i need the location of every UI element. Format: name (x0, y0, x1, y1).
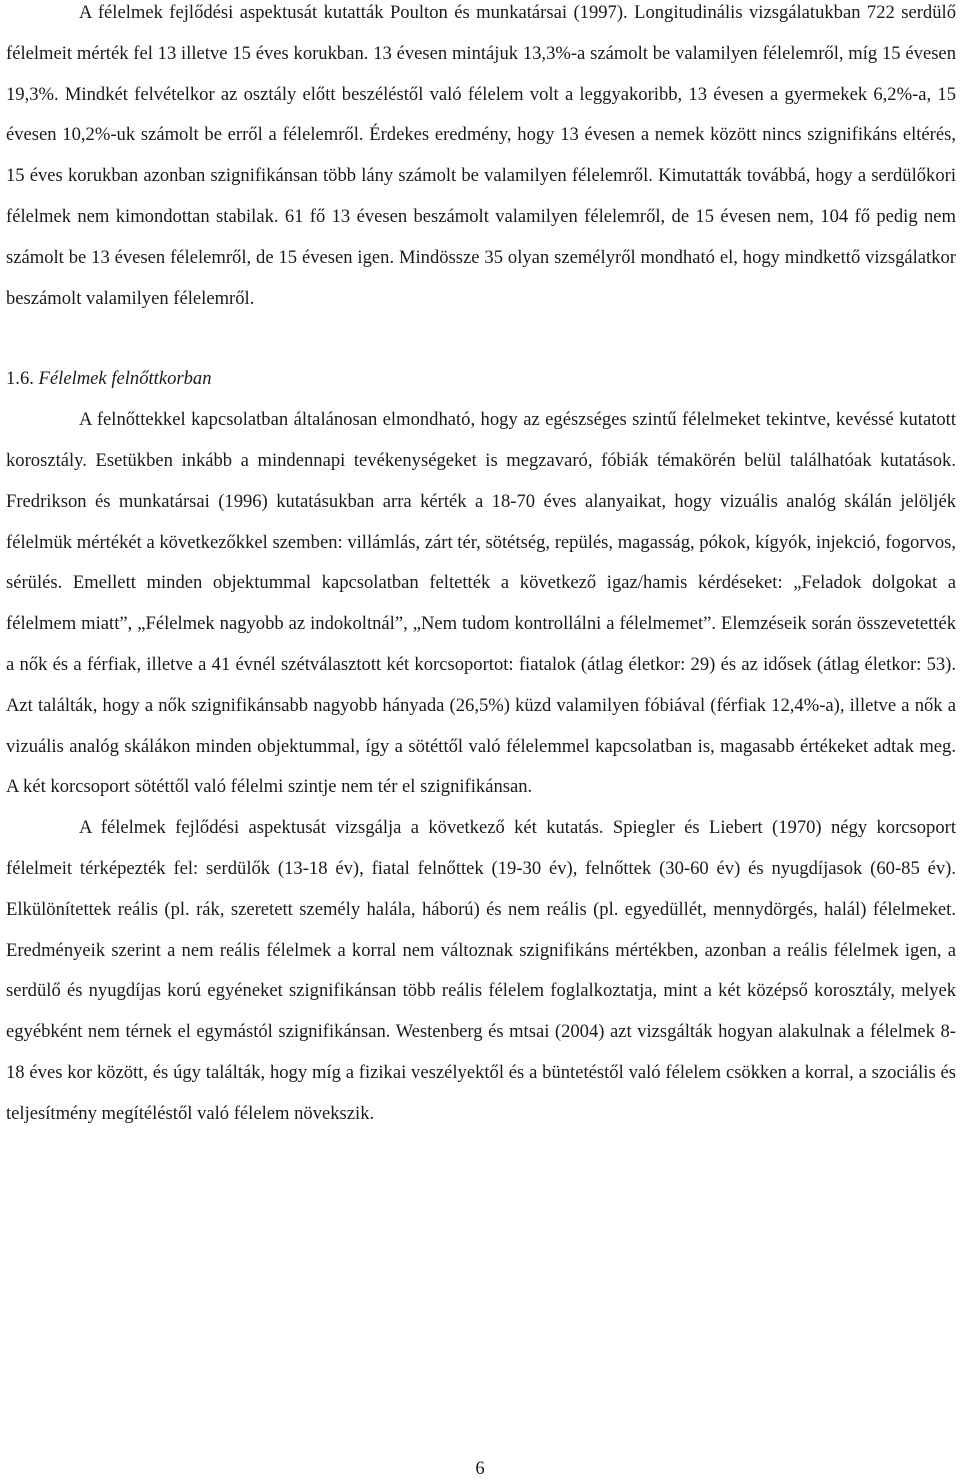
paragraph-developmental-studies: A félelmek fejlődési aspektusát vizsgálja a következő két kutatás. Spiegler és Liebert (1970) négy korcsoport félelmeit térképezték fel: serdülők (13-18 év), fiatal felnőttek (19-30 év), felnőttek (30-60 év) és nyugdíjasok (60-85 év). Elkülönítettek reális (pl. rák, szeretett személy halála, háború) és nem reális (pl. egyedüllét, mennydörgés, halál) félelmeket. Eredményeik szerint a nem reális félelmek a korral nem változnak szignifikáns mértékben, azonban a reális félelmek igen, a serdülő és nyugdíjas korú egyéneket szignifikánsan több reális félelem foglalkoztatja, mint a két középső korosztály, melyek egyébként nem térnek el egymástól szignifikánsan. Westenberg és mtsai (2004) azt vizsgálták hogyan alakulnak a félelmek 8-18 éves kor között, és úgy találták, hogy míg a fizikai veszélyektől és a büntetéstől való félelem csökken a korral, a szociális és teljesítmény megítéléstől való félelem növekszik. (6, 817, 956, 1124)
section-title: Félelmek felnőttkorban (38, 368, 212, 390)
document-page (6, 0, 956, 1135)
paragraph-poulton-study: A félelmek fejlődési aspektusát kutatták Poulton és munkatársai (1997). Longitudinális vizsgálatukban 722 serdülő félelmeit mérték fel 13 illetve 15 éves korukban. 13 évesen mintájuk 13,3%-a számolt be valamilyen félelemről, míg 15 évesen 19,3%. Mindkét felvételkor az osztály előtt beszéléstől való félelem volt a leggyakoribb, 13 évesen a gyermekek 6,2%-a, 15 évesen 10,2%-uk számolt be erről a félelemről. Érdekes eredmény, hogy 13 évesen a nemek között nincs szignifikáns eltérés, 15 éves korukban azonban szignifikánsan több lány számolt be valamilyen félelemről. Kimutatták továbbá, hogy a serdülőkori félelmek nem kimondottan stabilak. 61 fő 13 évesen beszámolt valamilyen félelemről, de 15 évesen nem, 104 fő pedig nem számolt be 13 évesen félelemről, de 15 évesen igen. Mindössze 35 olyan személyről mondható el, hogy mindkettő vizsgálatkor beszámolt valamilyen félelemről. (6, 2, 956, 309)
section-heading (6, 359, 956, 400)
section-number: 1.6. (6, 368, 34, 390)
page-number: 6 (475, 1458, 485, 1479)
paragraph-adult-fears: A felnőttekkel kapcsolatban általánosan elmondható, hogy az egészséges szintű félelmeket tekintve, kevéssé kutatott korosztály. Esetükben inkább a mindennapi tevékenységeket is megzavaró, fóbiák témakörén belül találhatóak kutatások. Fredrikson és munkatársai (1996) kutatásukban arra kérték a 18-70 éves alanyaikat, hogy vizuális analóg skálán jelöljék félelmük mértékét a következőkkel szemben: villámlás, zárt tér, sötétség, repülés, magasság, pókok, kígyók, injekció, fogorvos, sérülés. Emellett minden objektummal kapcsolatban feltették a következő igaz/hamis kérdéseket: „Feladok dolgokat a félelmem miatt”, „Félelmek nagyobb az indokoltnál”, „Nem tudom kontrollálni a félelmemet”. Elemzéseik során összevetették a nők és a férfiak, illetve a 41 évnél szétválasztott két korcsoportot: fiatalok (átlag életkor: 29) és az idősek (átlag életkor: 53). Azt találták, hogy a nők szignifikánsabb nagyobb hányada (26,5%) küzd valamilyen fóbiával (férfiak 12,4%-a), illetve a nők a vizuális analóg skálákon minden objektummal, így a sötéttől való félelemmel kapcsolatban is, magasabb értékeket adtak meg. A két korcsoport sötéttől való félelmi szintje nem tér el szignifikánsan. (6, 409, 956, 798)
